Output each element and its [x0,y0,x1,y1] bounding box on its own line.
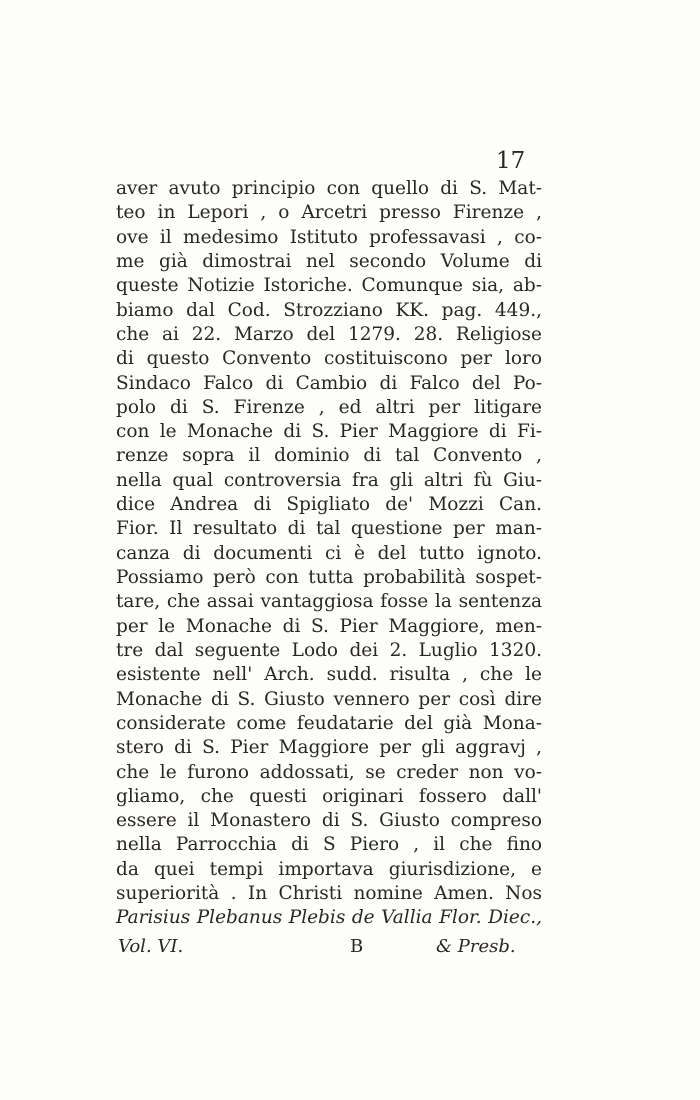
text-line: Parisius Plebanus Plebis de Vallia Flor. Diec., [116,907,542,929]
text-line: esistente nell' Arch. sudd. risulta , che le [116,664,542,686]
text-line: con le Monache di S. Pier Maggiore di Fi- [116,421,542,443]
text-line: essere il Monastero di S. Giusto compreso [116,810,542,832]
text-line: gliamo, che questi originari fossero dall' [116,785,542,807]
text-line: Sindaco Falco di Cambio di Falco del Po- [116,372,542,394]
text-line: Monache di S. Giusto vennero per così dire [116,688,542,710]
text-line: ove il medesimo Istituto professavasi , co- [116,226,542,248]
text-line: considerate come feudatarie del già Mona- [116,712,542,734]
text-line: stero di S. Pier Maggiore per gli aggravj , [116,737,542,759]
text-line: aver avuto principio con quello di S. Mat- [116,178,542,199]
body-text [116,177,542,931]
signature-mark: B [350,936,364,957]
text-line: Fior. Il resultato di tal questione per man- [116,518,542,540]
page-number: 17 [496,148,526,174]
text-line: tare, che assai vantaggiosa fosse la sentenza [116,591,542,613]
text-line: nella qual controversia fra gli altri fù Giu- [116,469,542,491]
text-line: teo in Lepori , o Arcetri presso Firenze , [116,202,542,224]
text-line: per le Monache di S. Pier Maggiore, men- [116,615,542,637]
text-line: di questo Convento costituiscono per loro [116,348,542,370]
text-line: superiorità . In Christi nomine Amen. Nos [116,883,542,905]
text-line: queste Notizie Istoriche. Comunque sia, ab- [116,275,542,297]
text-line: che le furono addossati, se creder non vo- [116,761,542,783]
text-line: canza di documenti ci è del tutto ignoto. [116,542,542,564]
text-line: biamo dal Cod. Strozziano KK. pag. 449., [116,299,542,321]
text-line: Possiamo però con tutta probabilità sospet- [116,567,542,588]
text-line: tre dal seguente Lodo dei 2. Luglio 1320. [116,639,542,661]
text-line: polo di S. Firenze , ed altri per litigare [116,396,542,418]
catchword: & Presb. [436,936,516,957]
text-line: nella Parrocchia di S Piero , il che fino [116,834,542,856]
volume-label: Vol. VI. [118,936,184,957]
text-line: renze sopra il dominio di tal Convento , [116,445,542,467]
text-line: che ai 22. Marzo del 1279. 28. Religiose [116,323,542,345]
text-line: dice Andrea di Spigliato de' Mozzi Can. [116,494,542,516]
page-footer [118,934,528,960]
text-line: me già dimostrai nel secondo Volume di [116,250,542,272]
text-line: da quei tempi importava giurisdizione, e [116,858,542,880]
